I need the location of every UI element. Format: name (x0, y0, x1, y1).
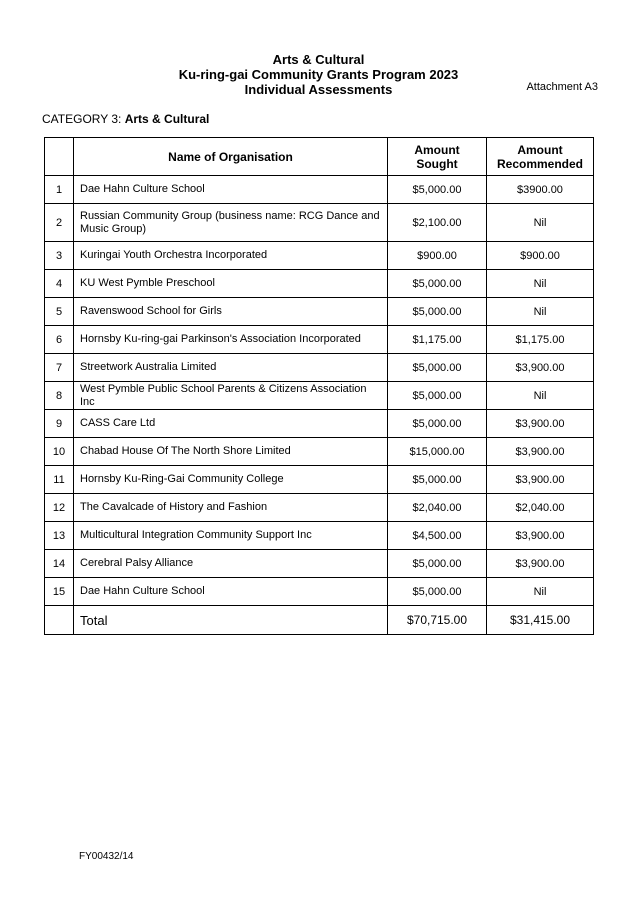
table-row (45, 298, 594, 326)
row-number: 9 (45, 410, 74, 438)
row-number: 2 (45, 204, 74, 242)
grants-table (44, 137, 594, 635)
row-number: 5 (45, 298, 74, 326)
row-amount-sought: $5,000.00 (388, 466, 487, 494)
total-amount-sought: $70,715.00 (388, 606, 487, 635)
row-amount-sought: $5,000.00 (388, 176, 487, 204)
row-number: 6 (45, 326, 74, 354)
row-amount-recommended: $3,900.00 (487, 550, 594, 578)
row-amount-sought: $2,040.00 (388, 494, 487, 522)
row-amount-sought: $5,000.00 (388, 578, 487, 606)
header-amount-recommended-label: Amount Recommended (496, 142, 584, 171)
row-organisation: CASS Care Ltd (74, 410, 388, 438)
row-amount-recommended: $3900.00 (487, 176, 594, 204)
total-row (45, 606, 594, 635)
header-amount-sought-label: Amount Sought (414, 142, 460, 171)
row-amount-recommended: Nil (487, 578, 594, 606)
table-row (45, 204, 594, 242)
title-line-1: Arts & Cultural (272, 52, 365, 67)
row-organisation: Dae Hahn Culture School (74, 176, 388, 204)
row-number: 14 (45, 550, 74, 578)
row-amount-recommended: $3,900.00 (487, 466, 594, 494)
row-amount-sought: $5,000.00 (388, 270, 487, 298)
row-number: 13 (45, 522, 74, 550)
row-number: 1 (45, 176, 74, 204)
row-organisation: Streetwork Australia Limited (74, 354, 388, 382)
table-row (45, 494, 594, 522)
category-name: Arts & Cultural (124, 112, 210, 126)
row-amount-sought: $2,100.00 (388, 204, 487, 242)
row-organisation: Ravenswood School for Girls (74, 298, 388, 326)
table-header-row (45, 138, 594, 176)
table-row (45, 382, 594, 410)
row-organisation: Russian Community Group (business name: RCG Dance and Music Group) (74, 204, 388, 242)
header-amount-recommended (487, 138, 594, 176)
row-organisation: Dae Hahn Culture School (74, 578, 388, 606)
attachment-label: Attachment A3 (526, 81, 598, 93)
row-amount-recommended: $3,900.00 (487, 354, 594, 382)
row-number: 10 (45, 438, 74, 466)
row-organisation: West Pymble Public School Parents & Citizens Association Inc (74, 382, 388, 410)
row-amount-sought: $1,175.00 (388, 326, 487, 354)
table-row (45, 466, 594, 494)
row-amount-sought: $4,500.00 (388, 522, 487, 550)
row-organisation: Kuringai Youth Orchestra Incorporated (74, 242, 388, 270)
category-prefix: CATEGORY 3: (42, 112, 122, 126)
row-number: 4 (45, 270, 74, 298)
category-heading (42, 112, 209, 126)
row-amount-recommended: Nil (487, 270, 594, 298)
row-amount-recommended: $1,175.00 (487, 326, 594, 354)
title-line-2: Ku-ring-gai Community Grants Program 2023 (178, 67, 459, 82)
row-number: 11 (45, 466, 74, 494)
row-amount-recommended: Nil (487, 382, 594, 410)
row-amount-recommended: $3,900.00 (487, 410, 594, 438)
row-amount-recommended: $900.00 (487, 242, 594, 270)
table-row (45, 242, 594, 270)
row-amount-recommended: $3,900.00 (487, 438, 594, 466)
table-row (45, 326, 594, 354)
row-organisation: Chabad House Of The North Shore Limited (74, 438, 388, 466)
table-row (45, 354, 594, 382)
total-label: Total (74, 606, 388, 635)
row-organisation: Hornsby Ku-ring-gai Parkinson's Association Incorporated (74, 326, 388, 354)
table-row (45, 270, 594, 298)
row-amount-recommended: $3,900.00 (487, 522, 594, 550)
table-row (45, 522, 594, 550)
row-organisation: The Cavalcade of History and Fashion (74, 494, 388, 522)
header-organisation: Name of Organisation (74, 138, 388, 176)
row-amount-recommended: $2,040.00 (487, 494, 594, 522)
row-amount-sought: $5,000.00 (388, 354, 487, 382)
total-number-cell (45, 606, 74, 635)
row-organisation: Hornsby Ku-Ring-Gai Community College (74, 466, 388, 494)
row-organisation: Multicultural Integration Community Support Inc (74, 522, 388, 550)
row-amount-sought: $5,000.00 (388, 410, 487, 438)
row-amount-recommended: Nil (487, 298, 594, 326)
table-row (45, 578, 594, 606)
document-code: FY00432/14 (79, 851, 134, 862)
row-amount-sought: $900.00 (388, 242, 487, 270)
total-amount-recommended: $31,415.00 (487, 606, 594, 635)
row-organisation: Cerebral Palsy Alliance (74, 550, 388, 578)
row-amount-recommended: Nil (487, 204, 594, 242)
row-number: 15 (45, 578, 74, 606)
table-row (45, 438, 594, 466)
row-amount-sought: $15,000.00 (388, 438, 487, 466)
table-row (45, 410, 594, 438)
row-number: 12 (45, 494, 74, 522)
row-number: 8 (45, 382, 74, 410)
row-organisation: KU West Pymble Preschool (74, 270, 388, 298)
table-row (45, 176, 594, 204)
row-amount-sought: $5,000.00 (388, 298, 487, 326)
table-row (45, 550, 594, 578)
row-amount-sought: $5,000.00 (388, 382, 487, 410)
header-number (45, 138, 74, 176)
header-amount-sought (388, 138, 487, 176)
row-number: 7 (45, 354, 74, 382)
title-line-3: Individual Assessments (244, 82, 393, 97)
row-amount-sought: $5,000.00 (388, 550, 487, 578)
row-number: 3 (45, 242, 74, 270)
